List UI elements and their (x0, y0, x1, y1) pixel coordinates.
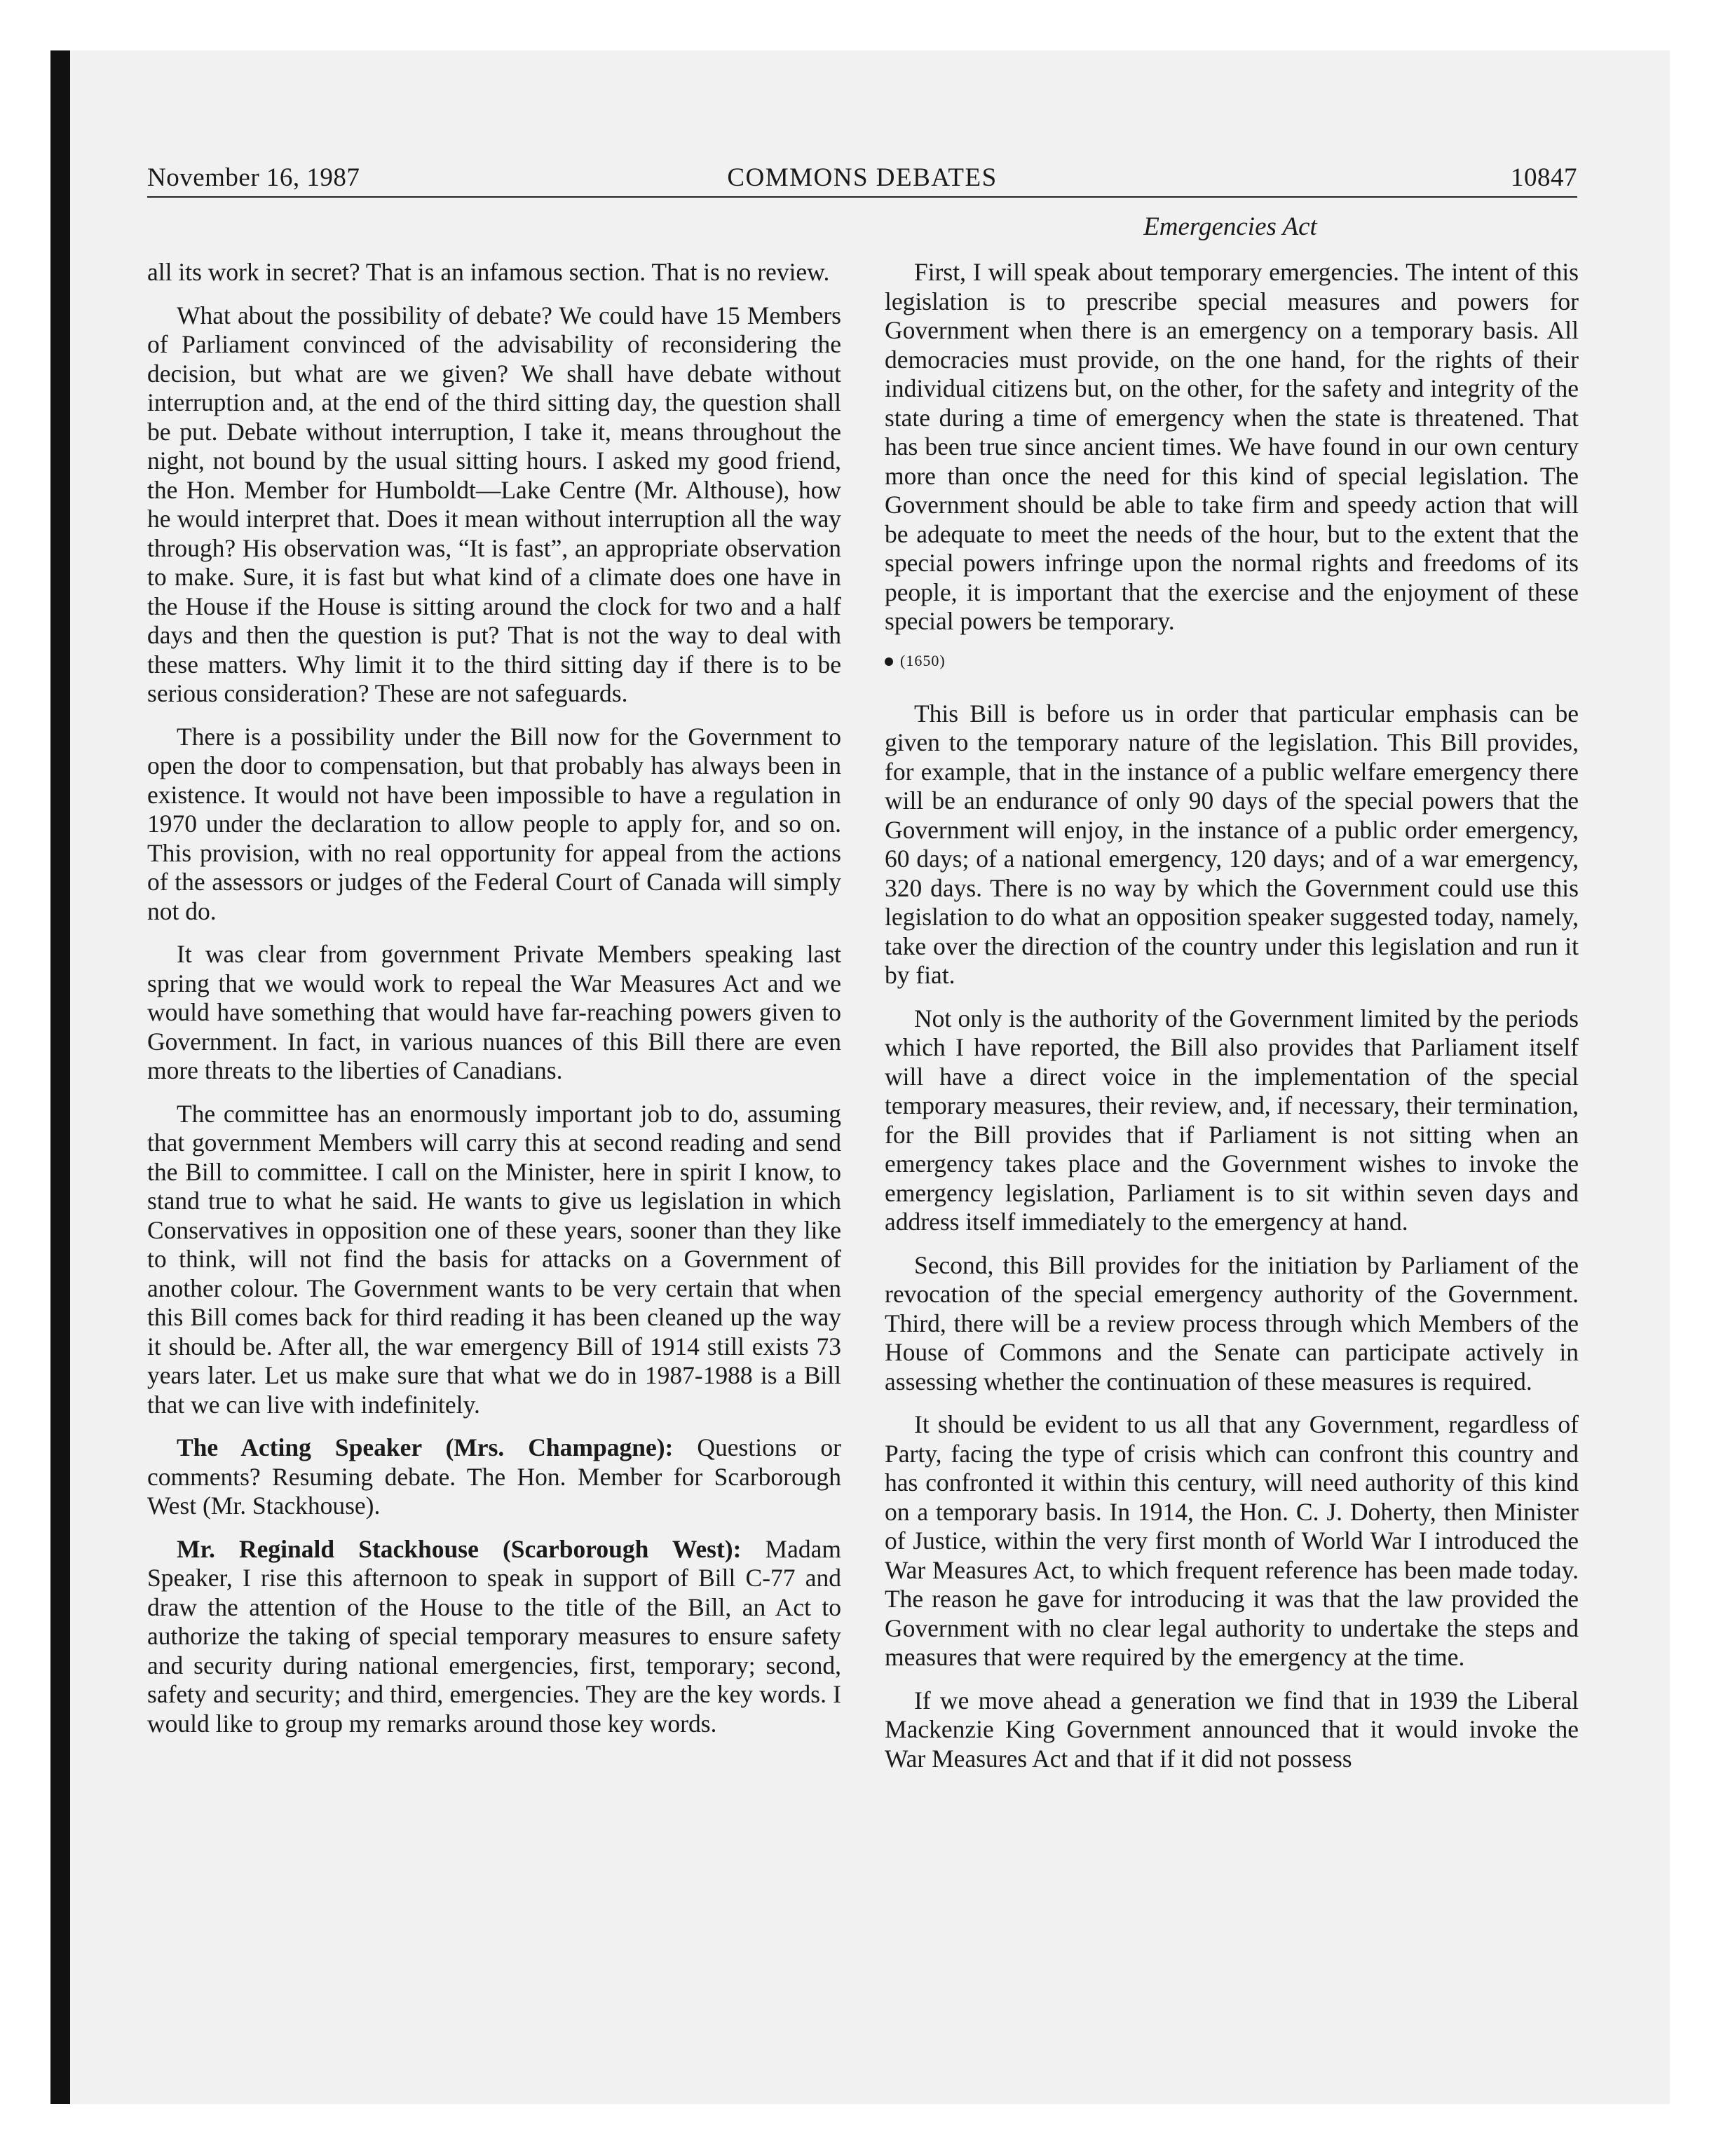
left-column (147, 258, 841, 1752)
speaker-paragraph (147, 1433, 841, 1521)
speech-text: Questions or comments? Resuming debate. The Hon. Member for Scarborough West (Mr. Stackhouse). (147, 1433, 841, 1520)
speaker-paragraph (147, 1535, 841, 1739)
paragraph: There is a possibility under the Bill now for the Government to open the door to compensation, but that probably has always been in existence. It would not have been impossible to have a regulation in 1970 under the declaration to allow people to apply for, and so on. This provision, with no real opportunity for appeal from the actions of the assessors or judges of the Federal Court of Canada will simply not do. (147, 722, 841, 925)
running-head: Emergencies Act (1143, 212, 1317, 241)
speaker-name: Mr. Reginald Stackhouse (Scarborough West): (177, 1534, 742, 1563)
paragraph: Not only is the authority of the Government limited by the periods which I have reported, the Bill also provides that Parliament itself will have a direct voice in the implementation of the special temporary measures, their review, and, if necessary, their termination, for the Bill provides that if Parliament is not sitting when an emergency takes place and the Government wishes to invoke the emergency legislation, Parliament is to sit within seven days and address itself immediately to the emergency at hand. (885, 1004, 1579, 1236)
paragraph: It was clear from government Private Members speaking last spring that we would work to repeal the War Measures Act and we would have something that would have far-reaching powers given to Government. In fact, in various nuances of this Bill there are even more threats to the liberties of Canadians. (147, 940, 841, 1084)
right-column (885, 258, 1579, 1787)
speaker-name: The Acting Speaker (Mrs. Champagne): (177, 1433, 674, 1461)
header-date: November 16, 1987 (147, 163, 360, 192)
paragraph: It should be evident to us all that any Government, regardless of Party, facing the type of crisis which can confront this country and has confronted it within this century, will need authority of this kind on a temporary basis. In 1914, the Hon. C. J. Doherty, then Minister of Justice, within the very first month of World War I introduced the War Measures Act, to which frequent reference has been made today. The reason he gave for introducing it was that the law provided the Government with no clear legal authority to undertake the steps and measures that were required by the emergency at the time. (885, 1410, 1579, 1671)
paragraph: This Bill is before us in order that particular emphasis can be given to the temporary nature of the legislation. This Bill provides, for example, that in the instance of a public welfare emergency there will be an endurance of only 90 days of the special powers that the Government will enjoy, in the instance of a public order emergency, 60 days; of a national emergency, 120 days; and of a war emergency, 320 days. There is no way by which the Government could use this legislation to do what an opposition speaker suggested today, namely, take over the direction of the country under this legislation and run it by fiat. (885, 699, 1579, 989)
paragraph: Second, this Bill provides for the initiation by Parliament of the revocation of the special emergency authority of the Government. Third, there will be a review process through which Members of the House of Commons and the Senate can participate actively in assessing whether the continuation of these measures is required. (885, 1250, 1579, 1396)
time-marker (885, 650, 1579, 671)
bullet-icon (885, 657, 893, 666)
paragraph: First, I will speak about temporary emergencies. The intent of this legislation is to prescribe special measures and powers for Government when there is an emergency on a temporary basis. All democracies must provide, on the one hand, for the rights of their individual citizens but, on the other, for the safety and integrity of the state during a time of emergency when the state is threatened. That has been true since ancient times. We have found in our own century more than once the need for this kind of special legislation. The Government should be able to take firm and speedy action that will be adequate to meet the needs of the hour, but to the extent that the special powers infringe upon the normal rights and freedoms of its people, it is important that the exercise and the enjoyment of these special powers be temporary. (885, 258, 1579, 635)
page-header (147, 160, 1577, 198)
paragraph: all its work in secret? That is an infamous section. That is no review. (147, 258, 830, 286)
time-marker-text: (1650) (900, 651, 946, 669)
paragraph: What about the possibility of debate? We could have 15 Members of Parliament convinced of the advisability of reconsidering the decision, but what are we given? We shall have debate without interruption and, at the end of the third sitting day, the question shall be put. Debate without interruption, I take it, means throughout the night, not bound by the usual sitting hours. I asked my good friend, the Hon. Member for Humboldt—Lake Centre (Mr. Althouse), how he would interpret that. Does it mean without interruption all the way through? His observation was, “It is fast”, an appropriate observation to make. Sure, it is fast but what kind of a climate does one have in the House if the House is sitting around the clock for two and a half days and then the question is put? That is not the way to deal with these matters. Why limit it to the third sitting day if there is to be serious consideration? These are not safeguards. (147, 301, 841, 707)
header-page-number: 10847 (1511, 163, 1577, 192)
scan-binding-edge (50, 50, 70, 2104)
paragraph: If we move ahead a generation we find that in 1939 the Liberal Mackenzie King Government announced that it would invoke the War Measures Act and that if it did not possess (885, 1686, 1579, 1773)
header-publication: COMMONS DEBATES (727, 163, 998, 192)
speech-text: Madam Speaker, I rise this afternoon to speak in support of Bill C-77 and draw the attention of the House to the title of the Bill, an Act to authorize the taking of special temporary measures to ensure safety and security during national emergencies, first, temporary; second, safety and security; and third, emergencies. They are the key words. I would like to group my remarks around those key words. (147, 1534, 841, 1738)
paragraph: The committee has an enormously important job to do, assuming that government Members will carry this at second reading and send the Bill to committee. I call on the Minister, here in spirit I know, to stand true to what he said. He wants to give us legislation in which Conservatives in opposition one of these years, sooner than they like to think, will not find the basis for attacks on a Government of another colour. The Government wants to be very certain that when this Bill comes back for third reading it has been cleaned up the way it should be. After all, the war emergency Bill of 1914 still exists 73 years later. Let us make sure that what we do in 1987-1988 is a Bill that we can live with indefinitely. (147, 1099, 841, 1419)
